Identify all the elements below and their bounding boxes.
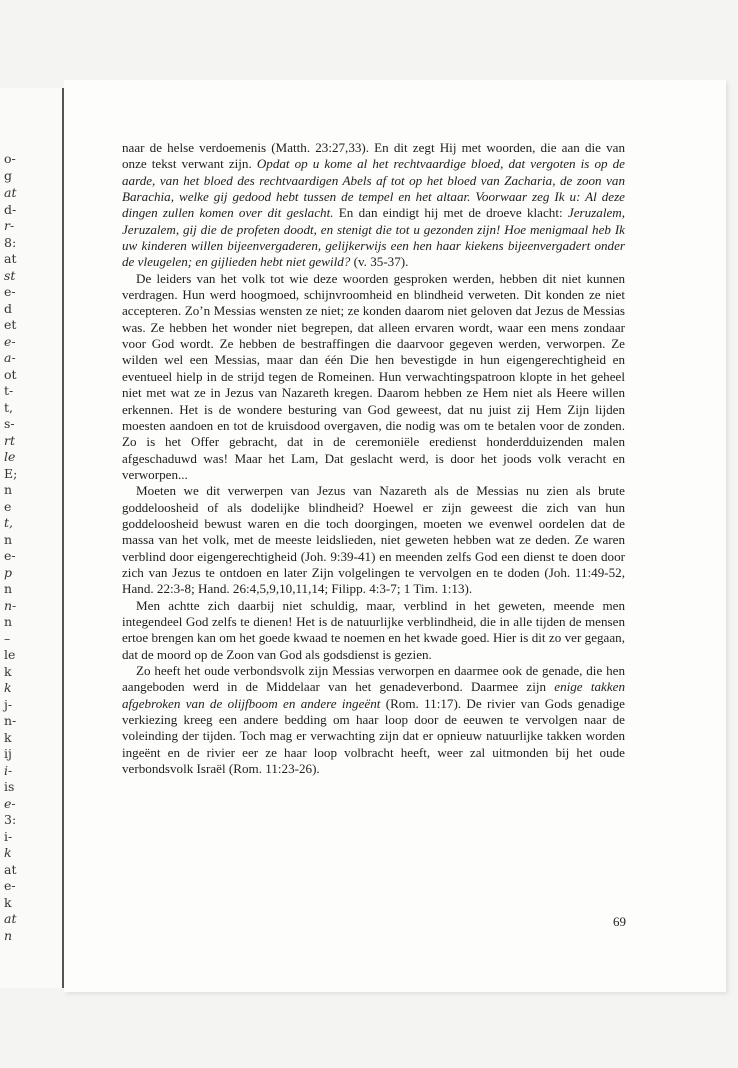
previous-page-fragment: k <box>4 730 12 745</box>
previous-page-fragment: d- <box>4 202 17 217</box>
previous-page-edge <box>0 88 64 988</box>
book-page <box>64 80 726 992</box>
previous-page-fragment: e- <box>4 796 16 811</box>
text-run: (v. 35-37). <box>350 254 409 270</box>
previous-page-fragment: j- <box>4 697 13 712</box>
previous-page-fragment: n <box>4 581 13 596</box>
previous-page-fragment: e <box>4 499 12 514</box>
previous-page-fragment: g <box>4 168 13 183</box>
text-run: De leiders van het volk tot wie deze woorden gesproken werden, hebben dit niet kunnen verdragen. Hun werd hoogmoed, schijnvroomheid en blindheid verweten. Dit konden ze niet accepteren. Zo’n Messias wensten ze niet; ze konden daarom niet geloven dat Jezus de Messias was. Ze hebben het wonder niet begrepen, dat alleen ervaren wordt, waar een mens zondaar voor God wordt. Ze hebben de bestraffingen die daarvoor gegeven werden, verworpen. Ze wilden wel een Messias, maar dan één Die hen bevestigde in hun eigengerechtigheid en eventueel hielp in de strijd tegen de Romeinen. Hun verwachtingspatroon klopte in het geheel niet met wat ze in Jezus van Nazareth kregen. Daarom hebben ze Hem niet als Heere willen erkennen. Het is de wondere besturing van God geweest, dat nu juist zij Hem Zijn lijden moesten aandoen en tot de kruisdood overgaven, die nodig was om te betalen voor de zonden. Zo is het Offer gebracht, dat in de ceremoniële eredienst honderdduizenden malen afgeschaduwd was! Maar het Lam, Dat geslacht werd, is door het joods volk veracht en verworpen... <box>122 270 625 482</box>
previous-page-fragment: n- <box>4 598 17 613</box>
previous-page-fragment: s- <box>4 416 15 431</box>
italic-quote: Jeruzalem, Jeruzalem, gij die de profeten doodt, en stenigt die tot u gezonden zijn! Hoe menigmaal heb Ik uw kinderen willen bijeenvergaderen, gelijkerwijs een hen haar kiekens bijeenvergadert onder de vleugelen; en gijlieden hebt niet gewild? <box>122 205 625 270</box>
previous-page-fragment: at <box>4 251 17 266</box>
previous-page-fragment: e- <box>4 878 16 893</box>
previous-page-fragment: n <box>4 532 13 547</box>
previous-page-fragment: rt <box>4 433 15 448</box>
text-run: naar de helse verdoemenis (Matth. 23:27,33). En dit zegt Hij met woorden, die aan die van onze tekst verwant zijn. <box>122 140 625 172</box>
paragraph <box>122 483 625 597</box>
previous-page-fragment: – <box>4 631 11 646</box>
previous-page-fragment: st <box>4 268 16 283</box>
previous-page-fragment: e- <box>4 284 16 299</box>
previous-page-fragment: k <box>4 895 12 910</box>
previous-page-fragment: n- <box>4 713 17 728</box>
text-run: Moeten we dit verwerpen van Jezus van Nazareth als de Messias nu zien als brute goddeloosheid of als dodelijke blindheid? Hoewel er zijn geweest die zich van hun goddeloosheid bewust waren en die toch doorgingen, moeten we evenwel oordelen dat de massa van het volk, met de meeste leidslieden, niet geweten hebben wat ze deden. Ze waren verblind door eigengerechtigheid (Joh. 9:39-41) en meenden zelfs God een dienst te doen door zich van Jezus te ontdoen en later Zijn volgelingen te vervolgen en te doden (Joh. 11:49-52, Hand. 22:3-8; Hand. 26:4,5,9,10,11,14; Filipp. 4:3-7; 1 Tim. 1:13). <box>122 483 625 597</box>
previous-page-fragment: E; <box>4 466 18 481</box>
italic-quote: enige takken afgebroken van de olijfboom en andere ingeënt <box>122 679 626 711</box>
previous-page-fragment: e- <box>4 548 16 563</box>
previous-page-fragment: i- <box>4 829 13 844</box>
previous-page-fragment: ij <box>4 746 12 761</box>
previous-page-fragment: k <box>4 664 12 679</box>
previous-page-fragment: p <box>4 565 13 580</box>
previous-page-fragment: n <box>4 482 13 497</box>
previous-page-fragment: r- <box>4 218 15 233</box>
previous-page-fragment: 3: <box>4 812 17 827</box>
previous-page-fragment: is <box>4 779 15 794</box>
previous-page-fragment: le <box>4 449 16 464</box>
paragraph <box>122 663 625 777</box>
previous-page-fragment: t, <box>4 400 13 415</box>
page-body-text <box>122 140 625 777</box>
previous-page-fragment: i- <box>4 763 13 778</box>
previous-page-fragment: at <box>4 185 17 200</box>
text-run: En dan eindigt hij met de droeve klacht: <box>333 205 568 221</box>
previous-page-fragment: n <box>4 614 13 629</box>
previous-page-fragment: t, <box>4 515 13 530</box>
previous-page-fragment: t- <box>4 383 14 398</box>
previous-page-fragment: et <box>4 317 17 332</box>
previous-page-fragment: at <box>4 862 17 877</box>
previous-page-fragment: 8: <box>4 235 17 250</box>
previous-page-fragment: a- <box>4 350 16 365</box>
page-number: 69 <box>613 914 626 929</box>
previous-page-fragment: n <box>4 928 13 943</box>
paragraph <box>122 140 625 271</box>
previous-page-fragment: k <box>4 845 12 860</box>
previous-page-fragment: e- <box>4 334 16 349</box>
text-run: (Rom. 11:17). De rivier van Gods genadige verkiezing kreeg een andere bedding om haar loop door de eeuwen te vervolgen naar de voleinding der tijden. Toch mag er verwachting zijn dat er opnieuw natuurlijke takken worden ingeënt en de rivier eer ze haar loop volbracht heeft, weer zal uitmonden bij het oude verbondsvolk Israël (Rom. 11:23-26). <box>122 695 625 777</box>
previous-page-fragment: k <box>4 680 12 695</box>
paragraph <box>122 598 625 663</box>
previous-page-fragment: at <box>4 911 17 926</box>
text-run: Men achtte zich daarbij niet schuldig, maar, verblind in het geweten, meende men integendeel God zelfs te dienen! Het is de natuurlijke verblindheid, die in alle tijden de mensen ertoe brengen kan om het goede kwaad te noemen en het kwade goed. Hier is dit zo ver gegaan, dat de moord op de Zoon van God als godsdienst is gezien. <box>122 597 625 662</box>
paragraph <box>122 271 625 483</box>
previous-page-fragment: ot <box>4 367 17 382</box>
text-run: Zo heeft het oude verbondsvolk zijn Messias verworpen en daarmee ook de genade, die hen aangeboden werd in de Middelaar van het genadeverbond. Daarmee zijn <box>122 663 625 695</box>
previous-page-fragment: le <box>4 647 16 662</box>
italic-quote: Opdat op u kome al het rechtvaardige bloed, dat vergoten is op de aarde, van het bloed des rechtvaardigen Abels af tot op het bloed van Zacharia, de zoon van Barachia, welke gij gedood hebt tussen de tempel en het altaar. Voorwaar zeg Ik u: Al deze dingen zullen komen over dit geslacht. <box>122 156 625 221</box>
previous-page-fragment: d <box>4 301 13 316</box>
previous-page-fragment: o- <box>4 151 16 166</box>
